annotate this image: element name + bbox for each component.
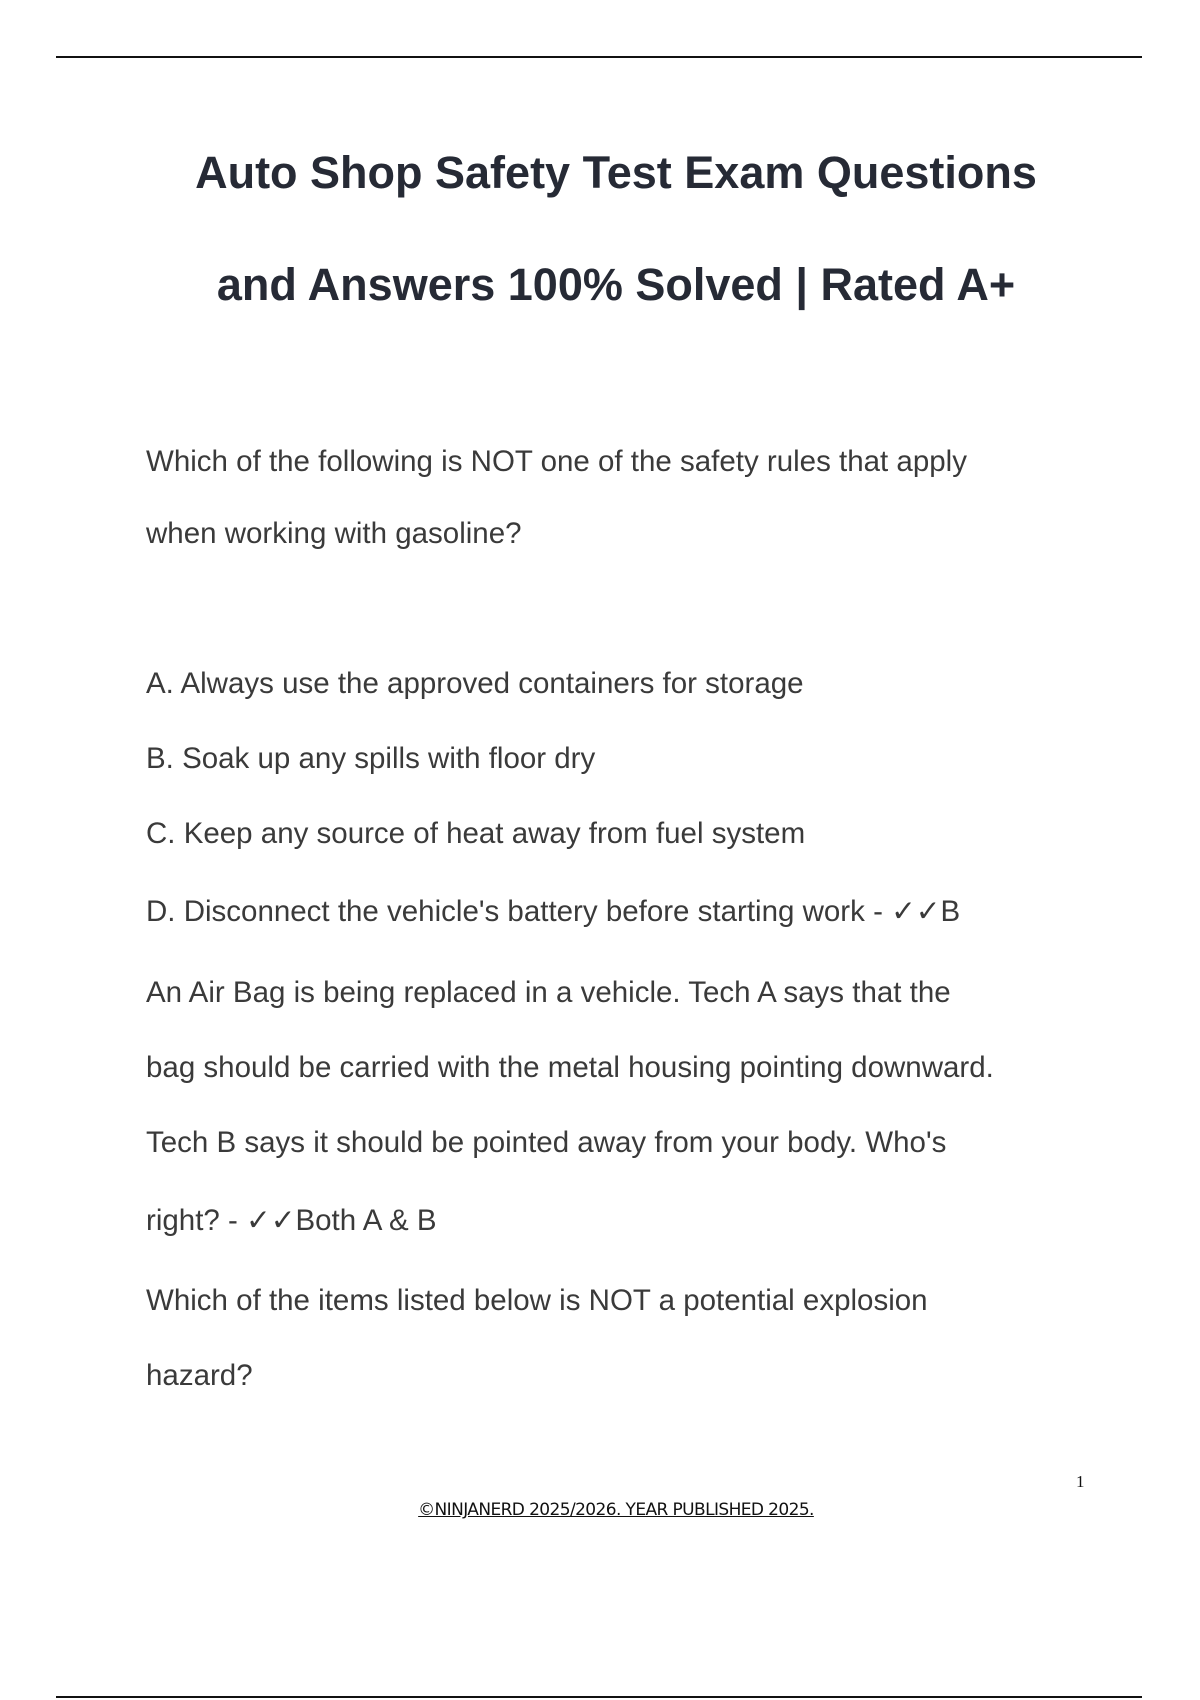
question-2-line-2: bag should be carried with the metal housing pointing downward. bbox=[146, 1051, 994, 1084]
option-c: C. Keep any source of heat away from fuel system bbox=[146, 817, 806, 850]
question-2-line-1: An Air Bag is being replaced in a vehicle. Tech A says that the bbox=[146, 976, 951, 1009]
question-3-line-1: Which of the items listed below is NOT a potential explosion bbox=[146, 1284, 928, 1317]
option-b: B. Soak up any spills with floor dry bbox=[146, 742, 596, 775]
option-a: A. Always use the approved containers for storage bbox=[146, 667, 804, 700]
question-3-line-2: hazard? bbox=[146, 1359, 253, 1392]
top-rule bbox=[56, 56, 1142, 58]
question-2-line-3: Tech B says it should be pointed away from your body. Who's bbox=[146, 1126, 947, 1159]
bottom-rule bbox=[56, 1696, 1142, 1698]
question-2-answer: right? - ✓✓Both A & B bbox=[146, 1204, 437, 1237]
copyright-footer: ©NINJANERD 2025/2026. YEAR PUBLISHED 2025. bbox=[418, 1500, 814, 1520]
question-1-line-1: Which of the following is NOT one of the safety rules that apply bbox=[146, 445, 967, 478]
document-title-line-1: Auto Shop Safety Test Exam Questions bbox=[195, 147, 1037, 198]
document-title-line-2: and Answers 100% Solved | Rated A+ bbox=[216, 259, 1016, 310]
page-number: 1 bbox=[1076, 1472, 1085, 1491]
question-1-line-2: when working with gasoline? bbox=[146, 517, 522, 550]
option-d-answer: D. Disconnect the vehicle's battery before starting work - ✓✓B bbox=[146, 895, 961, 928]
